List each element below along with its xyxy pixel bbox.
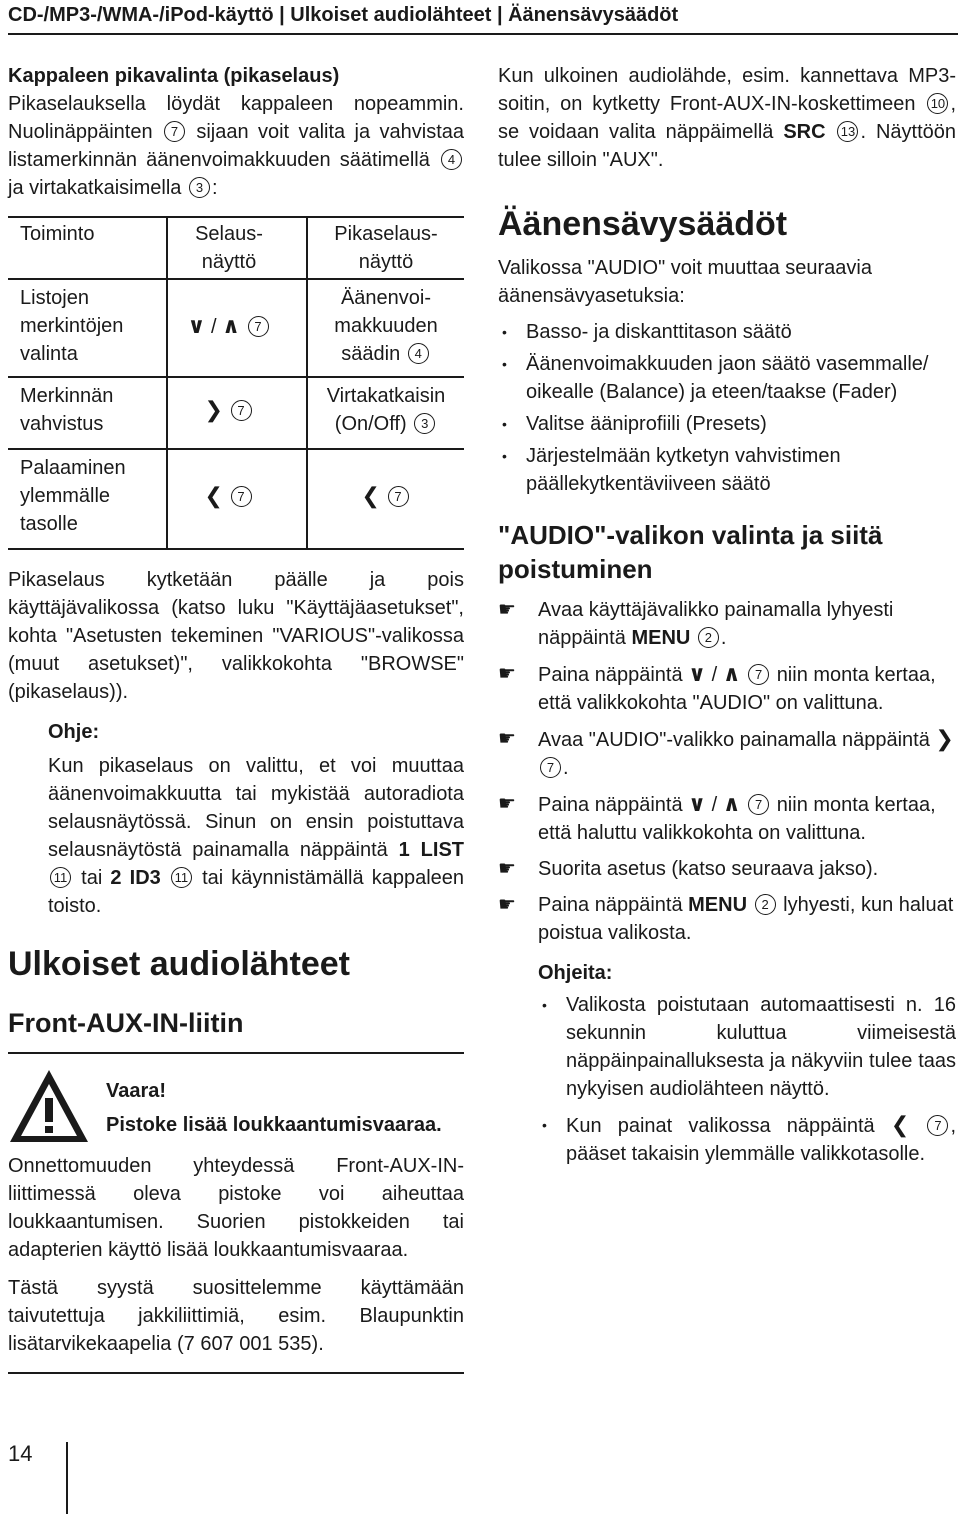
pointing-hand-icon: ☛ <box>498 728 516 750</box>
step-item: ☛ Paina näppäintä ∨ / ∧ 7 niin monta kertaa, että haluttu valikkokohta on valittuna. <box>498 791 936 844</box>
table-cell <box>160 312 298 341</box>
note-text-c: tai käynnistämällä kappaleen toisto. <box>48 867 465 917</box>
key-label: MENU <box>688 894 748 916</box>
right-column <box>498 62 956 1168</box>
table-divider <box>8 216 464 218</box>
tip-text: , pääset takaisin ylemmälle valikkotasolle. <box>566 1115 957 1165</box>
step-text: Paina näppäintä <box>538 664 683 686</box>
page-number: 14 <box>8 1441 33 1466</box>
table-divider <box>8 376 464 378</box>
chevron-left-icon: ❮ <box>890 1112 910 1137</box>
quick-browse-toggle-paragraph: Pikaselaus kytketään päälle ja pois käyttäjävalikossa (katso luku "Käyttäjäasetukset", kohta "Asetusten tekeminen "VARIOUS"-valikossa (muut asetukset)", valikkokohta "BROWSE" (pikaselaus)). <box>8 569 464 703</box>
key-number-badge: 11 <box>50 867 71 888</box>
note-block <box>48 718 464 920</box>
chevron-down-icon: ∨ <box>688 791 707 816</box>
step-item <box>498 725 956 782</box>
note-text-mid: tai <box>81 867 103 889</box>
step-item <box>498 891 956 947</box>
table-header-quick-browse: Pikaselaus- näyttö <box>334 223 438 273</box>
key-number-badge: 10 <box>927 93 948 114</box>
heading-tone-settings: Äänensävysäädöt <box>498 205 788 243</box>
key-number-badge: 13 <box>837 121 858 142</box>
key-number-badge: 4 <box>408 343 429 364</box>
step-text: Avaa käyttäjävalikko painamalla lyhyesti näppäintä <box>538 599 894 649</box>
list-item: • Valikosta poistutaan automaattisesti n. 16 sekunnin kuluttua viimeisestä näppäinpainalluksesta ja näkyviin tulee taas nykyisen audiolähteen näyttö. <box>538 991 956 1103</box>
heading-front-aux: Front-AUX-IN-liitin <box>8 1008 244 1038</box>
tips-block <box>538 959 956 1168</box>
tips-title: Ohjeita: <box>538 962 613 984</box>
key-number-badge: 7 <box>748 664 769 685</box>
key-number-badge: 7 <box>388 486 409 507</box>
key-number-badge: 7 <box>540 757 561 778</box>
step-text: niin monta kertaa, että valikkokohta "AUDIO" on valittuna. <box>538 664 936 714</box>
warning-triangle-icon <box>8 1068 90 1144</box>
step-text: . <box>563 757 569 779</box>
key-label: SRC <box>783 121 826 143</box>
header-title: CD-/MP3-/WMA-/iPod-käyttö | Ulkoiset audiolähteet | Äänensävysäädöt <box>8 4 679 26</box>
cell-text: Virtakatkaisin (On/Off) <box>326 385 446 435</box>
key-number-badge: 11 <box>171 867 192 888</box>
pointing-hand-icon: ☛ <box>498 858 516 880</box>
pointing-hand-icon: ☛ <box>498 894 516 916</box>
chevron-down-icon: ∨ <box>187 313 206 338</box>
chevron-up-icon: ∧ <box>222 313 240 338</box>
key-label: 2 ID3 <box>110 867 161 889</box>
recommendation-paragraph: Tästä syystä suosittelemme käyttämään taivutettuja jakkiliittimiä, esim. Blaupunktin lisätarvikekaapelia (7 607 001 535). <box>8 1277 464 1355</box>
step-item <box>498 855 956 883</box>
separator-text: / <box>210 316 217 338</box>
aux-text-c: . Näyttöön tulee silloin "AUX". <box>498 121 956 171</box>
step-text: Avaa "AUDIO"-valikko painamalla näppäintä <box>538 729 930 751</box>
key-number-badge: 7 <box>248 316 269 337</box>
tips-list <box>538 991 956 1168</box>
left-column <box>8 62 464 1374</box>
warning-title: Vaara! <box>106 1080 167 1102</box>
tone-settings-list <box>498 318 956 498</box>
section-rule <box>8 1372 464 1374</box>
key-number-badge: 4 <box>441 149 462 170</box>
audio-menu-steps <box>498 596 956 947</box>
step-text: Suorita asetus (katso seuraava jakso). <box>538 858 879 880</box>
page-header <box>8 0 958 36</box>
key-number-badge: 3 <box>414 413 435 434</box>
step-text: Paina näppäintä <box>538 794 683 816</box>
aux-text-b: , se voidaan valita näppäimellä <box>498 93 956 143</box>
list-item: • Basso- ja diskanttitason säätö <box>498 318 956 346</box>
intro-text-d: : <box>211 177 218 199</box>
heading-audio-menu: "AUDIO"-valikon valinta ja siitä poistuminen <box>498 520 883 584</box>
intro-text-c: ja virtakatkaisimella <box>8 177 182 199</box>
heading-external-sources: Ulkoiset audiolähteet <box>8 945 350 983</box>
section-rule <box>8 1052 464 1054</box>
list-item: • Äänenvoimakkuuden jaon säätö vasemmalle/ oikealle (Balance) ja eteen/taakse (Fader) <box>498 350 956 406</box>
footer-rule <box>66 1442 68 1514</box>
intro-text-b: sijaan voit valita ja vahvistaa listamerkinnän äänenvoimakkuuden säätimellä <box>8 121 464 171</box>
chevron-left-icon: ❮ <box>361 483 380 508</box>
key-label: 1 LIST <box>398 839 465 861</box>
step-text: . <box>720 627 727 649</box>
key-number-badge: 7 <box>164 121 185 142</box>
aux-text-a: Kun ulkoinen audiolähde, esim. kannettava MP3-soitin, on kytketty Front-AUX-IN-koskettimeen <box>498 65 956 115</box>
pointing-hand-icon: ☛ <box>498 599 516 621</box>
table-cell <box>308 284 464 368</box>
chevron-right-icon: ❯ <box>935 726 954 751</box>
section-title-quick-browse: Kappaleen pikavalinta (pikaselaus) <box>8 65 340 87</box>
warning-paragraph: Onnettomuuden yhteydessä Front-AUX-IN-liittimessä oleva pistoke voi aiheuttaa loukkaantumisen. Suorien pistokkeiden tai adapterien käyttö lisää loukkaantumisvaaraa. <box>8 1155 464 1261</box>
quick-browse-table <box>8 216 464 550</box>
tone-intro: Valikossa "AUDIO" voit muuttaa seuraavia äänensävyasetuksia: <box>498 257 872 307</box>
key-number-badge: 7 <box>927 1115 948 1136</box>
table-cell: Palaaminen ylemmälle tasolle <box>20 457 126 535</box>
intro-text-a: Pikaselauksella löydät kappaleen nopeammin. Nuolinäppäinten <box>8 93 464 143</box>
chevron-right-icon: ❯ <box>204 397 223 422</box>
list-item: • Valitse ääniprofiili (Presets) <box>498 410 956 438</box>
table-divider <box>8 548 464 550</box>
pointing-hand-icon: ☛ <box>498 793 516 815</box>
table-header-function: Toiminto <box>20 223 95 245</box>
table-divider <box>8 278 464 280</box>
key-number-badge: 7 <box>231 400 252 421</box>
step-item <box>498 596 956 652</box>
quick-browse-intro <box>8 90 464 202</box>
warning-subtitle: Pistoke lisää loukkaantumisvaaraa. <box>106 1114 442 1136</box>
aux-intro <box>498 62 956 174</box>
list-item: • Järjestelmään kytketyn vahvistimen päällekytkentäviiveen säätö <box>498 442 956 498</box>
step-item: ☛ Paina näppäintä ∨ / ∧ 7 niin monta kertaa, että valikkokohta "AUDIO" on valittuna. <box>498 661 936 714</box>
table-cell: Merkinnän vahvistus <box>20 385 114 435</box>
key-number-badge: 7 <box>748 794 769 815</box>
table-cell: Listojen merkintöjen valinta <box>20 287 124 365</box>
table-cell <box>160 482 298 511</box>
table-cell <box>308 482 464 511</box>
step-text: Paina näppäintä <box>538 894 683 916</box>
note-text <box>48 752 464 920</box>
warning-text <box>106 1074 442 1142</box>
header-rule <box>8 33 958 35</box>
key-number-badge: 7 <box>231 486 252 507</box>
chevron-up-icon: ∧ <box>722 661 741 686</box>
table-cell <box>160 396 298 425</box>
list-item <box>538 1111 956 1168</box>
table-divider <box>8 448 464 450</box>
step-text: niin monta kertaa, että haluttu valikkokohta on valittuna. <box>538 794 936 844</box>
chevron-left-icon: ❮ <box>204 483 223 508</box>
cell-text: Äänenvoi- makkuuden säädin <box>334 287 438 365</box>
chevron-up-icon: ∧ <box>722 791 741 816</box>
table-header-browse: Selaus- näyttö <box>195 223 263 273</box>
note-text-a: Kun pikaselaus on valittu, et voi muuttaa äänenvoimakkuutta tai mykistää autoradiota selausnäytössä. Sinun on ensin poistuttava selausnäytöstä painamalla näppäintä <box>48 755 464 861</box>
key-number-badge: 2 <box>698 627 719 648</box>
note-title: Ohje: <box>48 721 100 743</box>
chevron-down-icon: ∨ <box>688 661 707 686</box>
pointing-hand-icon: ☛ <box>498 663 516 685</box>
key-number-badge: 3 <box>189 177 210 198</box>
table-cell <box>308 382 464 438</box>
key-number-badge: 2 <box>755 894 776 915</box>
warning-block <box>8 1064 464 1152</box>
step-text: lyhyesti, kun haluat poistua valikosta. <box>538 894 954 944</box>
tip-text: Kun painat valikossa näppäintä <box>566 1115 875 1137</box>
key-label: MENU <box>631 627 691 649</box>
